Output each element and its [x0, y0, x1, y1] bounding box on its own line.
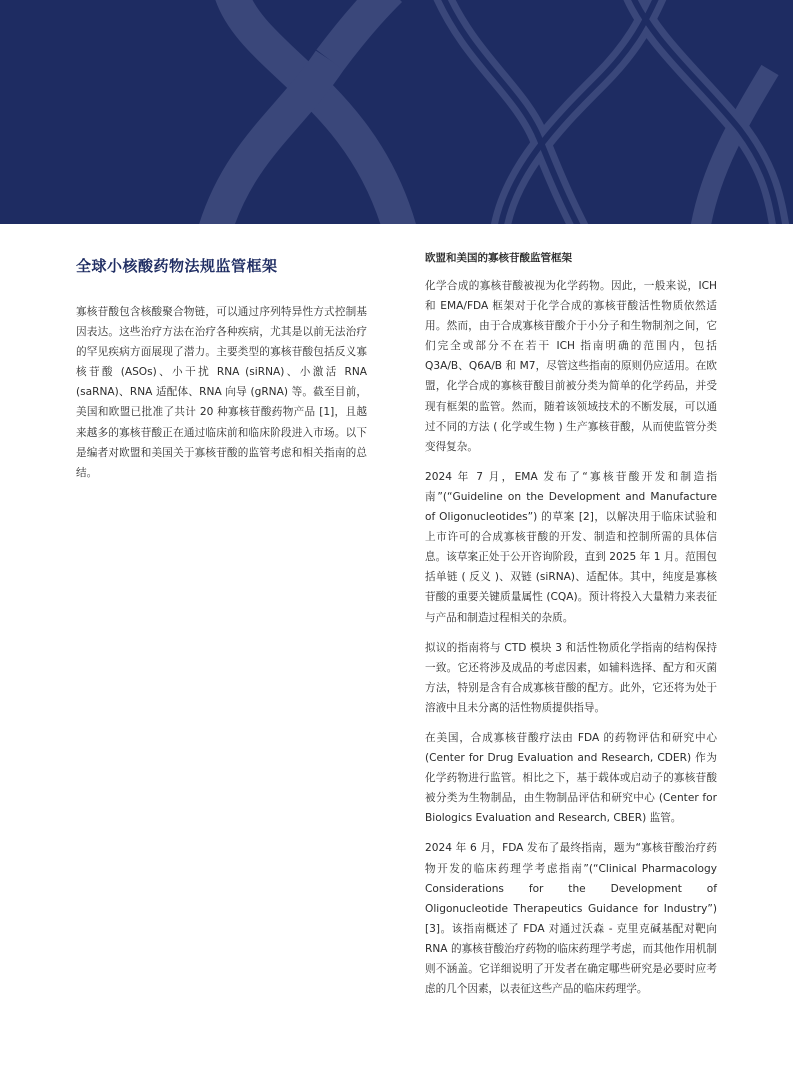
dna-helix-graphic: [0, 0, 793, 224]
section-title: 欧盟和美国的寡核苷酸监管框架: [425, 252, 572, 264]
left-column: [76, 248, 367, 493]
page-title: 全球小核酸药物法规监管框架: [76, 257, 278, 275]
right-column: [425, 248, 717, 1009]
paragraph-1: 化学合成的寡核苷酸被视为化学药物。因此，一般来说，ICH 和 EMA/FDA 框架对于化学合成的寡核苷酸活性物质依然适用。然而，由于合成寡核苷酸介于小分子和生物制剂之间，它们完全或部分不在若干 ICH 指南明确的范围内，包括 Q3A/B、Q6A/B 和 M7，尽管这些指南的原则仍应适用。在欧盟，化学合成的寡核苷酸目前被分类为简单的化学药品，并受现有框架的监管。然而，随着该领域技术的不断发展，可以通过不同的方法 ( 化学或生物 ) 生产寡核苷酸，从而使监管分类变得复杂。: [425, 280, 717, 453]
header-banner: [0, 0, 793, 224]
paragraph-2: 2024 年 7 月，EMA 发布了“寡核苷酸开发和制造指南”(“Guideline on the Development and Manufacture of Oligonucleotides”) 的草案 [2]，以解决用于临床试验和上市许可的合成寡核苷酸的开发、制造和控制所需的具体信息。该草案正处于公开咨询阶段，直到 2025 年 1 月。范围包括单链 ( 反义 )、双链 (siRNA)、适配体。其中，纯度是寡核苷酸的重要关键质量属性 (CQA)。预计将投入大量精力来表征与产品和制造过程相关的杂质。: [425, 470, 717, 624]
paragraph-5: 2024 年 6 月，FDA 发布了最终指南，题为“寡核苷酸治疗药物开发的临床药理学考虑指南”(“Clinical Pharmacology Considerations for the Development of Oligonucleotide Therapeutics Guidance for Industry”) [3]。该指南概述了 FDA 对通过沃森 - 克里克碱基配对靶向 RNA 的寡核苷酸治疗药物的临床药理学考虑，而其他作用机制则不涵盖。它详细说明了开发者在确定哪些研究是必要时应考虑的几个因素，以表征这些产品的临床药理学。: [425, 842, 717, 996]
paragraph-4: 在美国，合成寡核苷酸疗法由 FDA 的药物评估和研究中心 (Center for Drug Evaluation and Research, CDER) 作为化学药物进行监管。相比之下，基于载体或启动子的寡核苷酸被分类为生物制品，由生物制品评估和研究中心 (Center for Biologics Evaluation and Research, CBER) 监管。: [425, 731, 717, 825]
paragraph-3: 拟议的指南将与 CTD 模块 3 和活性物质化学指南的结构保持一致。它还将涉及成品的考虑因素，如辅料选择、配方和灭菌方法，特别是含有合成寡核苷酸的配方。此外，它还将为处于溶液中且未分离的活性物质提供指导。: [425, 641, 717, 714]
intro-paragraph: 寡核苷酸包含核酸聚合物链，可以通过序列特异性方式控制基因表达。这些治疗方法在治疗各种疾病，尤其是以前无法治疗的罕见疾病方面展现了潜力。主要类型的寡核苷酸包括反义寡核苷酸 (ASOs)、小干扰 RNA (siRNA)、小激活 RNA (saRNA)、RNA 适配体、RNA 向导 (gRNA) 等。截至目前，美国和欧盟已批准了共计 20 种寡核苷酸药物产品 [1]，且越来越多的寡核苷酸正在通过临床前和临床阶段进入市场。以下是编者对欧盟和美国关于寡核苷酸的监管考虑和相关指南的总结。: [76, 306, 367, 479]
